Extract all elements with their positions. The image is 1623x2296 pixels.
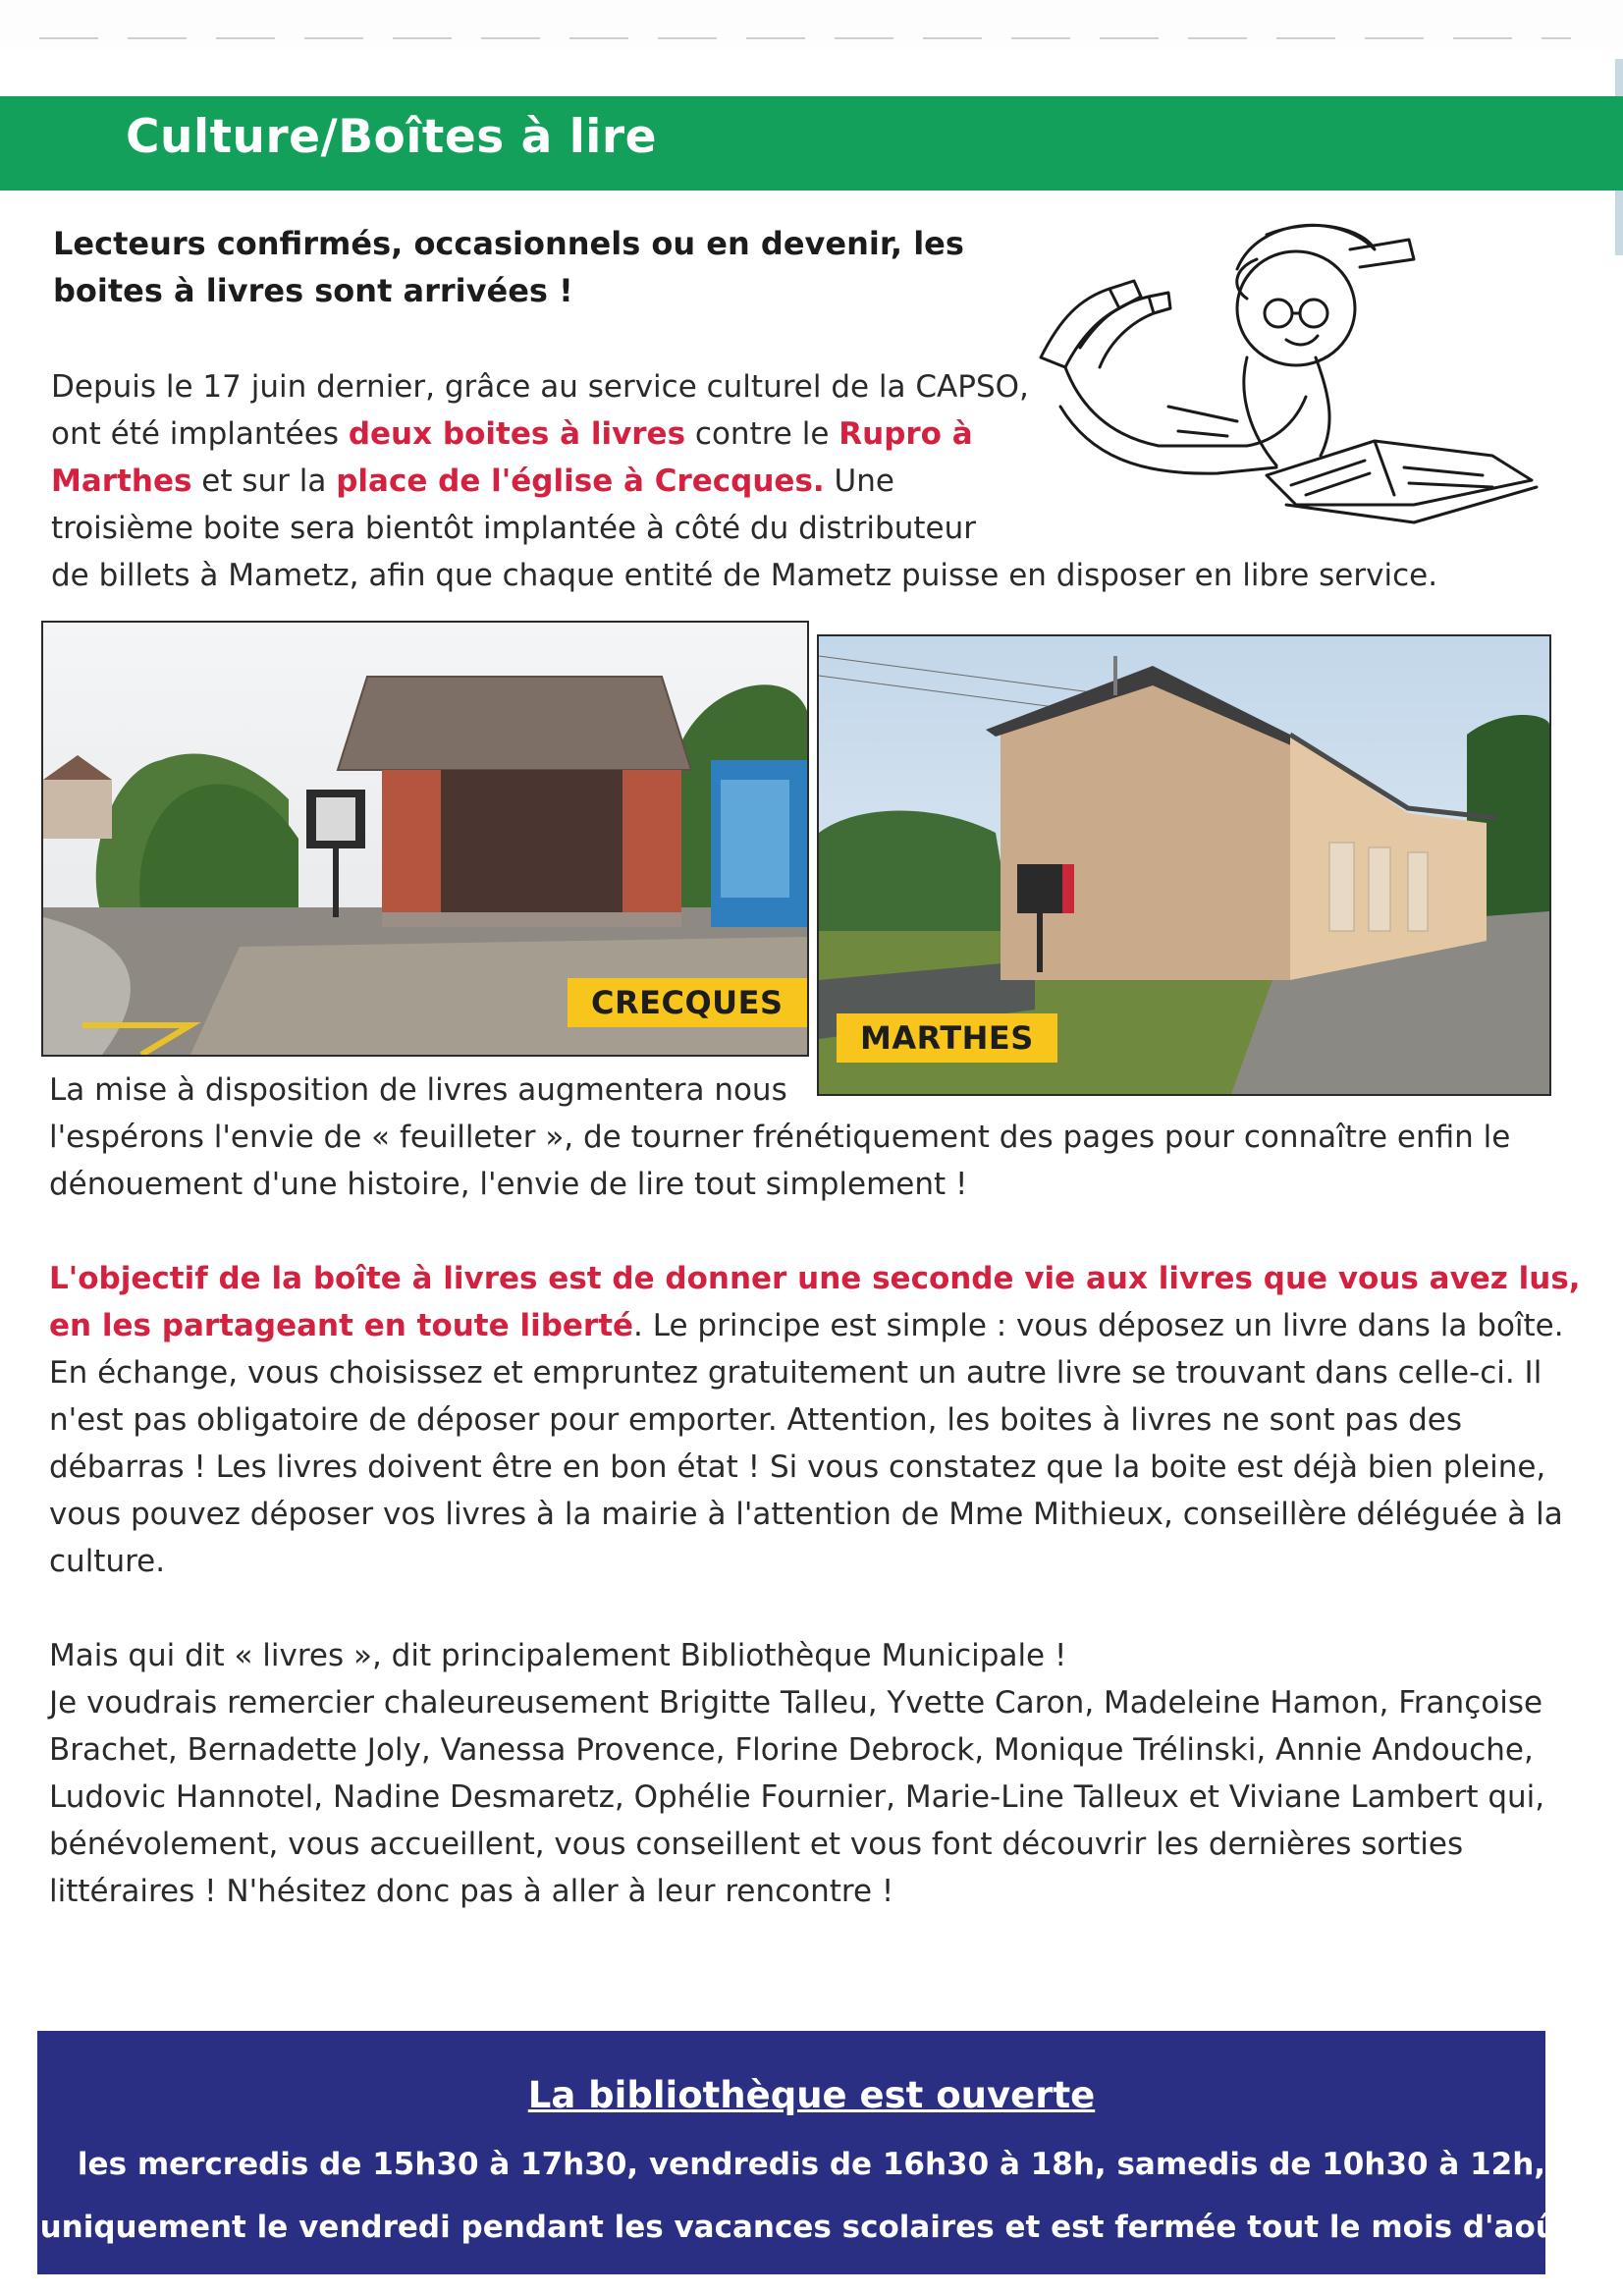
highlight-place-eglise: place de l'église à Crecques.	[336, 464, 825, 499]
label-marthes: MARTHES	[837, 1013, 1057, 1063]
highlight-objectif: L'objectif de la boîte à livres est de donner une seconde vie aux livres que vous avez lus, en les partageant en toute liberté	[49, 1261, 1581, 1343]
highlight-deux-boites: deux boites à livres	[348, 416, 686, 452]
scan-divider	[39, 37, 1571, 39]
library-holiday-line: uniquement le vendredi pendant les vacances scolaires et est fermée tout le mois d'août.	[39, 2210, 1584, 2245]
section-title: Culture/Boîtes à lire	[126, 110, 657, 164]
highlight-rupro-marthes: Rupro à Marthes	[51, 416, 973, 499]
paragraph-bibliotheque	[49, 1632, 1581, 1915]
paragraph-lecture-line1: La mise à disposition de livres augmentera nous	[49, 1072, 787, 1108]
scan-margin	[0, 0, 1623, 49]
paragraph-installation	[51, 363, 1033, 552]
bibliotheque-intro-line: Mais qui dit « livres », dit principalement Bibliothèque Municipale !	[49, 1638, 1067, 1673]
reading-boy-illustration	[1021, 210, 1542, 534]
library-hours-title: La bibliothèque est ouverte	[527, 2074, 1096, 2116]
paragraph-objectif	[49, 1255, 1581, 1585]
label-crecques: CRECQUES	[568, 978, 807, 1027]
paragraph-installation-tail: de billets à Mametz, afin que chaque entité de Mametz puisse en disposer en libre service.	[51, 558, 1438, 593]
intro-text: Lecteurs confirmés, occasionnels ou en devenir, les boites à livres sont arrivées !	[53, 225, 964, 309]
library-hours-line: les mercredis de 15h30 à 17h30, vendredis de 16h30 à 18h, samedis de 10h30 à 12h,	[77, 2147, 1546, 2182]
remerciements-text: Je voudrais remercier chaleureusement Brigitte Talleu, Yvette Caron, Madeleine Hamon, Françoise Brachet, Bernadette Joly, Vanessa Provence, Florine Debrock, Monique Trélinski, Annie Andouche, Ludovic Hannotel, Nadine Desmaretz, Ophélie Fournier, Marie-Line Talleux et Viviane Lambert qui, bénévolement, vous accueillent, vous conseillent et vous font découvrir les dernières sorties littéraires ! N'hésitez donc pas à aller à leur rencontre !	[49, 1685, 1545, 1909]
text-segment: et sur la	[191, 464, 337, 499]
paragraph-lecture: l'espérons l'envie de « feuilleter », de tourner frénétiquement des pages pour connaître enfin le dénouement d'une histoire, l'envie de lire tout simplement !	[49, 1120, 1511, 1202]
text-segment: contre le	[685, 416, 839, 452]
text-segment: . Le principe est simple : vous déposez un livre dans la boîte. En échange, vous choisissez et empruntez gratuitement un autre livre se trouvant dans celle-ci. Il n'est pas obligatoire de déposer pour emporter. Attention, les boites à livres ne sont pas des débarras ! Les livres doivent être en bon état ! Si vous constatez que la boite est déjà bien pleine, vous pouvez déposer vos livres à la mairie à l'attention de Mme Mithieux, conseillère déléguée à la culture.	[49, 1308, 1564, 1579]
text-segment: Depuis le 17 juin dernier, grâce au service culturel de la CAPSO, ont été implantées	[51, 369, 1029, 452]
text-segment: Une troisième boite sera bientôt implantée à côté du distributeur	[51, 464, 976, 546]
